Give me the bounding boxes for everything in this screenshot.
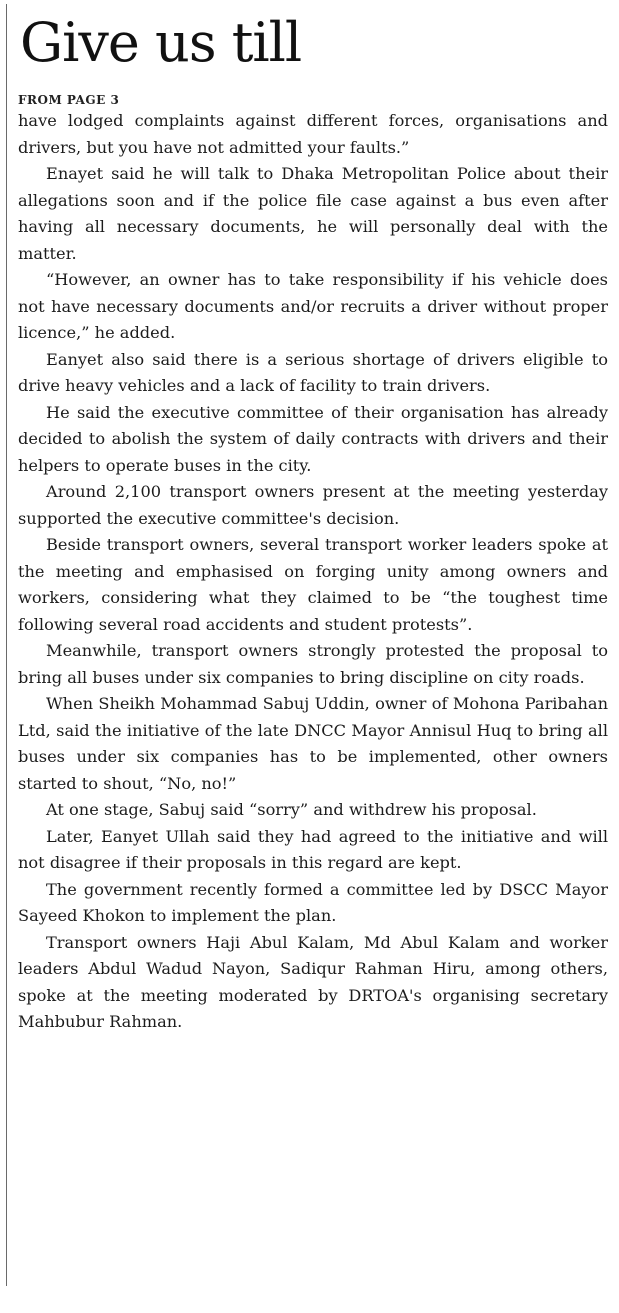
- paragraph: Beside transport owners, several transport worker leaders spoke at the meeting and emphasised on forging unity among owners and workers, considering what they claimed to be “the toughest time following several road accidents and student protests”.: [18, 535, 608, 634]
- paragraph: He said the executive committee of their organisation has already decided to abolish the system of daily contracts with drivers and their helpers to operate buses in the city.: [18, 402, 608, 475]
- paragraph: The government recently formed a committee led by DSCC Mayor Sayeed Khokon to implement the plan.: [18, 879, 608, 925]
- paragraph: At one stage, Sabuj said “sorry” and withdrew his proposal.: [46, 800, 537, 819]
- paragraph: Eanyet also said there is a serious shortage of drivers eligible to drive heavy vehicles and a lack of facility to train drivers.: [18, 349, 608, 395]
- paragraph: Later, Eanyet Ullah said they had agreed to the initiative and will not disagree if their proposals in this regard are kept.: [18, 826, 608, 872]
- paragraph: “However, an owner has to take responsibility if his vehicle does not have necessary documents and/or recruits a driver without proper licence,” he added.: [18, 270, 608, 342]
- paragraph: Transport owners Haji Abul Kalam, Md Abul Kalam and worker leaders Abdul Wadud Nayon, Sadiqur Rahman Hiru, among others, spoke at the meeting moderated by DRTOA's organising secretary Mahbubur Rahman.: [18, 932, 608, 1031]
- paragraph: Meanwhile, transport owners strongly protested the proposal to bring all buses under six companies to bring discipline on city roads.: [18, 641, 608, 687]
- column-rule: [6, 4, 7, 1286]
- article-body: [18, 108, 608, 1036]
- paragraph: When Sheikh Mohammad Sabuj Uddin, owner of Mohona Paribahan Ltd, said the initiative of the late DNCC Mayor Annisul Huq to bring all buses under six companies has to be implemented, other owners started to shout, “No, no!”: [18, 694, 608, 793]
- paragraph: Around 2,100 transport owners present at the meeting yesterday supported the executive committee's decision.: [18, 482, 608, 528]
- paragraph: Enayet said he will talk to Dhaka Metropolitan Police about their allegations soon and if the police file case against a bus even after having all necessary documents, he will personally deal with the matter.: [18, 164, 608, 263]
- paragraph: have lodged complaints against different forces, organisations and drivers, but you have not admitted your faults.”: [18, 111, 608, 157]
- headline: Give us till: [20, 11, 302, 74]
- jump-line: FROM PAGE 3: [18, 93, 120, 107]
